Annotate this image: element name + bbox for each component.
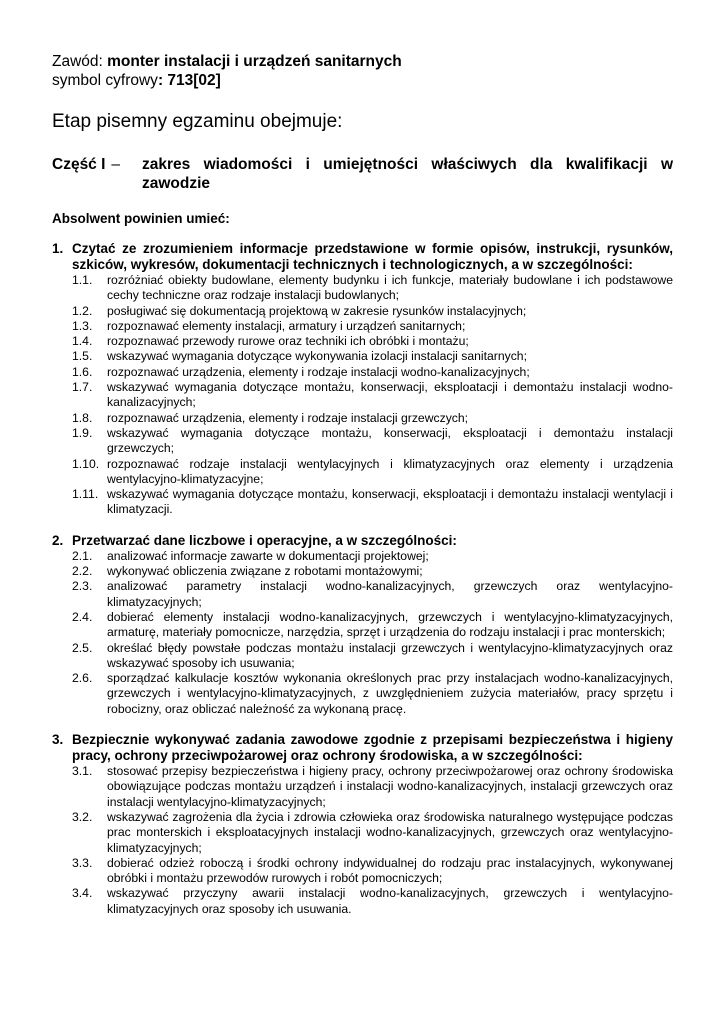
- part-title: zakres wiadomości i umiejętności właściwych dla kwalifikacji w zawodzie: [142, 156, 673, 192]
- list-item-text: wskazywać wymagania dotyczące montażu, konserwacji, eksploatacji i demontażu instalacji wodno-kanalizacyjnych;: [107, 380, 673, 410]
- sections-container: [52, 241, 673, 917]
- list-item-text: rozpoznawać urządzenia, elementy i rodzaje instalacji grzewczych;: [107, 410, 469, 425]
- list-item-number: 1.1.: [72, 273, 93, 287]
- section-heading: [52, 241, 673, 273]
- list-item-text: dobierać elementy instalacji wodno-kanalizacyjnych, grzewczych i wentylacyjno-klimatyzacyjnych, armaturę, materiały pomocnicze, narzędzia, sprzęt i urządzenia do rodzaju instalacji i prac monterskich;: [107, 609, 673, 640]
- intro-text: Absolwent powinien umieć:: [52, 211, 230, 226]
- part-dash: –: [111, 156, 121, 173]
- list-item: [52, 579, 673, 610]
- list-item-text: stosować przepisy bezpieczeństwa i higieny pracy, ochrony przeciwpożarowej oraz ochrony środowiska obowiązujące podczas montażu urządzeń i instalacji wodno-kanalizacyjnych, instalacji grzewczych oraz instalacji wentylacyjno-klimatyzacyjnych;: [107, 764, 673, 809]
- list-item-number: 1.8.: [72, 410, 93, 425]
- list-item: [52, 810, 673, 856]
- list-item-number: 1.7.: [72, 380, 93, 395]
- section-3: [52, 732, 673, 917]
- section-1: [52, 241, 673, 518]
- list-item-number: 3.1.: [72, 764, 93, 779]
- list-item-text: analizować informacje zawarte w dokumentacji projektowej;: [107, 548, 429, 563]
- list-item: [52, 549, 673, 564]
- list-item-text: analizować parametry instalacji wodno-kanalizacyjnych, grzewczych oraz wentylacyjno-klimatyzacyjnych;: [107, 579, 673, 609]
- part-number: Część I: [52, 156, 106, 173]
- list-item-text: rozpoznawać przewody rurowe oraz techniki ich obróbki i montażu;: [107, 334, 469, 349]
- list-item-text: rozpoznawać rodzaje instalacji wentylacyjnych i klimatyzacyjnych oraz elementy i urządzenia wentylacyjno-klimatyzacyjne;: [107, 456, 673, 486]
- list-item-number: 1.5.: [72, 349, 93, 364]
- symbol-value: : 713[02]: [157, 72, 221, 89]
- list-item: [52, 365, 673, 380]
- profession-label: Zawód:: [52, 53, 108, 70]
- document-page: [52, 52, 673, 917]
- symbol-label: symbol cyfrowy: [52, 72, 158, 89]
- list-item-number: 1.9.: [72, 425, 93, 440]
- list-item-text: dobierać odzież roboczą i środki ochrony indywidualnej do rodzaju prac instalacyjnych, wykonywanej obróbki i montażu przewodów rurowych i robót pomocniczych;: [107, 855, 673, 886]
- list-item-number: 2.2.: [72, 564, 93, 579]
- list-item: [52, 487, 673, 518]
- list-item: [52, 764, 673, 810]
- section-number: 1.: [52, 241, 64, 256]
- list-item-text: rozróżniać obiekty budowlane, elementy budynku i ich funkcje, materiały budowlane i ich podstawowe cechy techniczne oraz rodzaje instalacji budowlanych;: [107, 273, 673, 303]
- list-item-number: 3.4.: [72, 886, 93, 901]
- list-item-number: 1.2.: [72, 303, 93, 318]
- list-item-number: 3.3.: [72, 855, 93, 870]
- list-item: [52, 886, 673, 917]
- list-item-number: 1.4.: [72, 334, 93, 349]
- list-item-text: określać błędy powstałe podczas montażu instalacji grzewczych i wentylacyjno-klimatyzacyjnych oraz wskazywać sposoby ich usuwania;: [107, 640, 673, 670]
- list-item-number: 2.3.: [72, 579, 93, 594]
- symbol-line: [52, 71, 673, 90]
- list-item-number: 1.10.: [72, 456, 100, 471]
- list-item-number: 2.5.: [72, 640, 93, 655]
- list-item: [52, 457, 673, 488]
- list-item: [52, 564, 673, 579]
- list-item: [52, 610, 673, 641]
- list-item: [52, 319, 673, 334]
- list-item-text: wskazywać wymagania dotyczące wykonywania izolacji instalacji sanitarnych;: [107, 349, 527, 364]
- list-item: [52, 641, 673, 672]
- list-item-text: wskazywać przyczyny awarii instalacji wodno-kanalizacyjnych, grzewczych i wentylacyjno-klimatyzacyjnych oraz sposoby ich usuwania.: [107, 886, 673, 916]
- list-item: [52, 856, 673, 887]
- list-item: [52, 273, 673, 304]
- section-title: Przetwarzać dane liczbowe i operacyjne, a w szczególności:: [72, 532, 457, 548]
- part-number-group: [52, 155, 142, 193]
- section-item-list: [52, 273, 673, 518]
- section-title: Czytać ze zrozumieniem informacje przedstawione w formie opisów, instrukcji, rysunków, szkiców, wykresów, dokumentacji technicznych i technologicznych, a w szczególności:: [72, 241, 673, 272]
- list-item-text: rozpoznawać urządzenia, elementy i rodzaje instalacji wodno-kanalizacyjnych;: [107, 364, 530, 379]
- list-item: [52, 334, 673, 349]
- list-item: [52, 671, 673, 717]
- list-item-text: wskazywać zagrożenia dla życia i zdrowia człowieka oraz środowiska naturalnego występujące podczas prac monterskich i eksploatacyjnych instalacji wodno-kanalizacyjnych, grzewczych oraz wentylacyjno-klimatyzacyjnych;: [107, 809, 673, 855]
- list-item: [52, 304, 673, 319]
- list-item-number: 2.4.: [72, 609, 93, 624]
- list-item: [52, 411, 673, 426]
- section-heading: [52, 533, 673, 549]
- list-item-text: wskazywać wymagania dotyczące montażu, konserwacji, eksploatacji i demontażu instalacji wentylacji i klimatyzacji.: [107, 487, 673, 517]
- section-number: 2.: [52, 532, 64, 548]
- list-item-number: 2.1.: [72, 548, 93, 563]
- list-item-number: 1.11.: [72, 487, 99, 502]
- section-title: Bezpiecznie wykonywać zadania zawodowe zgodnie z przepisami bezpieczeństwa i higieny pracy, ochrony przeciwpożarowej oraz ochrony środowiska, a w szczególności:: [72, 732, 673, 764]
- list-item-text: wskazywać wymagania dotyczące montażu, konserwacji, eksploatacji i demontażu instalacji grzewczych;: [107, 425, 673, 456]
- stage-title: Etap pisemny egzaminu obejmuje:: [52, 111, 343, 132]
- profession-line: [52, 52, 673, 71]
- list-item-number: 2.6.: [72, 671, 93, 686]
- list-item-text: posługiwać się dokumentacją projektową w zakresie rysunków instalacyjnych;: [107, 303, 527, 318]
- list-item-number: 1.6.: [72, 364, 93, 379]
- section-2: [52, 533, 673, 717]
- section-item-list: [52, 764, 673, 917]
- list-item-text: wykonywać obliczenia związane z robotami montażowymi;: [107, 564, 423, 579]
- list-item-text: sporządzać kalkulacje kosztów wykonania określonych prac przy instalacjach wodno-kanalizacyjnych, grzewczych i wentylacyjno-klimatyzacyjnych, z uwzględnieniem zużycia materiałów, pracy sprzętu i robocizny, oraz obliczać należność za wykonaną pracę.: [107, 671, 673, 716]
- list-item-text: rozpoznawać elementy instalacji, armatury i urządzeń sanitarnych;: [107, 318, 466, 333]
- list-item: [52, 426, 673, 457]
- part-heading: [52, 155, 673, 193]
- list-item-number: 1.3.: [72, 318, 93, 333]
- section-number: 3.: [52, 732, 64, 748]
- profession-value: monter instalacji i urządzeń sanitarnych: [107, 53, 402, 70]
- section-heading: [52, 732, 673, 764]
- section-item-list: [52, 549, 673, 717]
- list-item-number: 3.2.: [72, 809, 93, 824]
- list-item: [52, 349, 673, 364]
- list-item: [52, 380, 673, 411]
